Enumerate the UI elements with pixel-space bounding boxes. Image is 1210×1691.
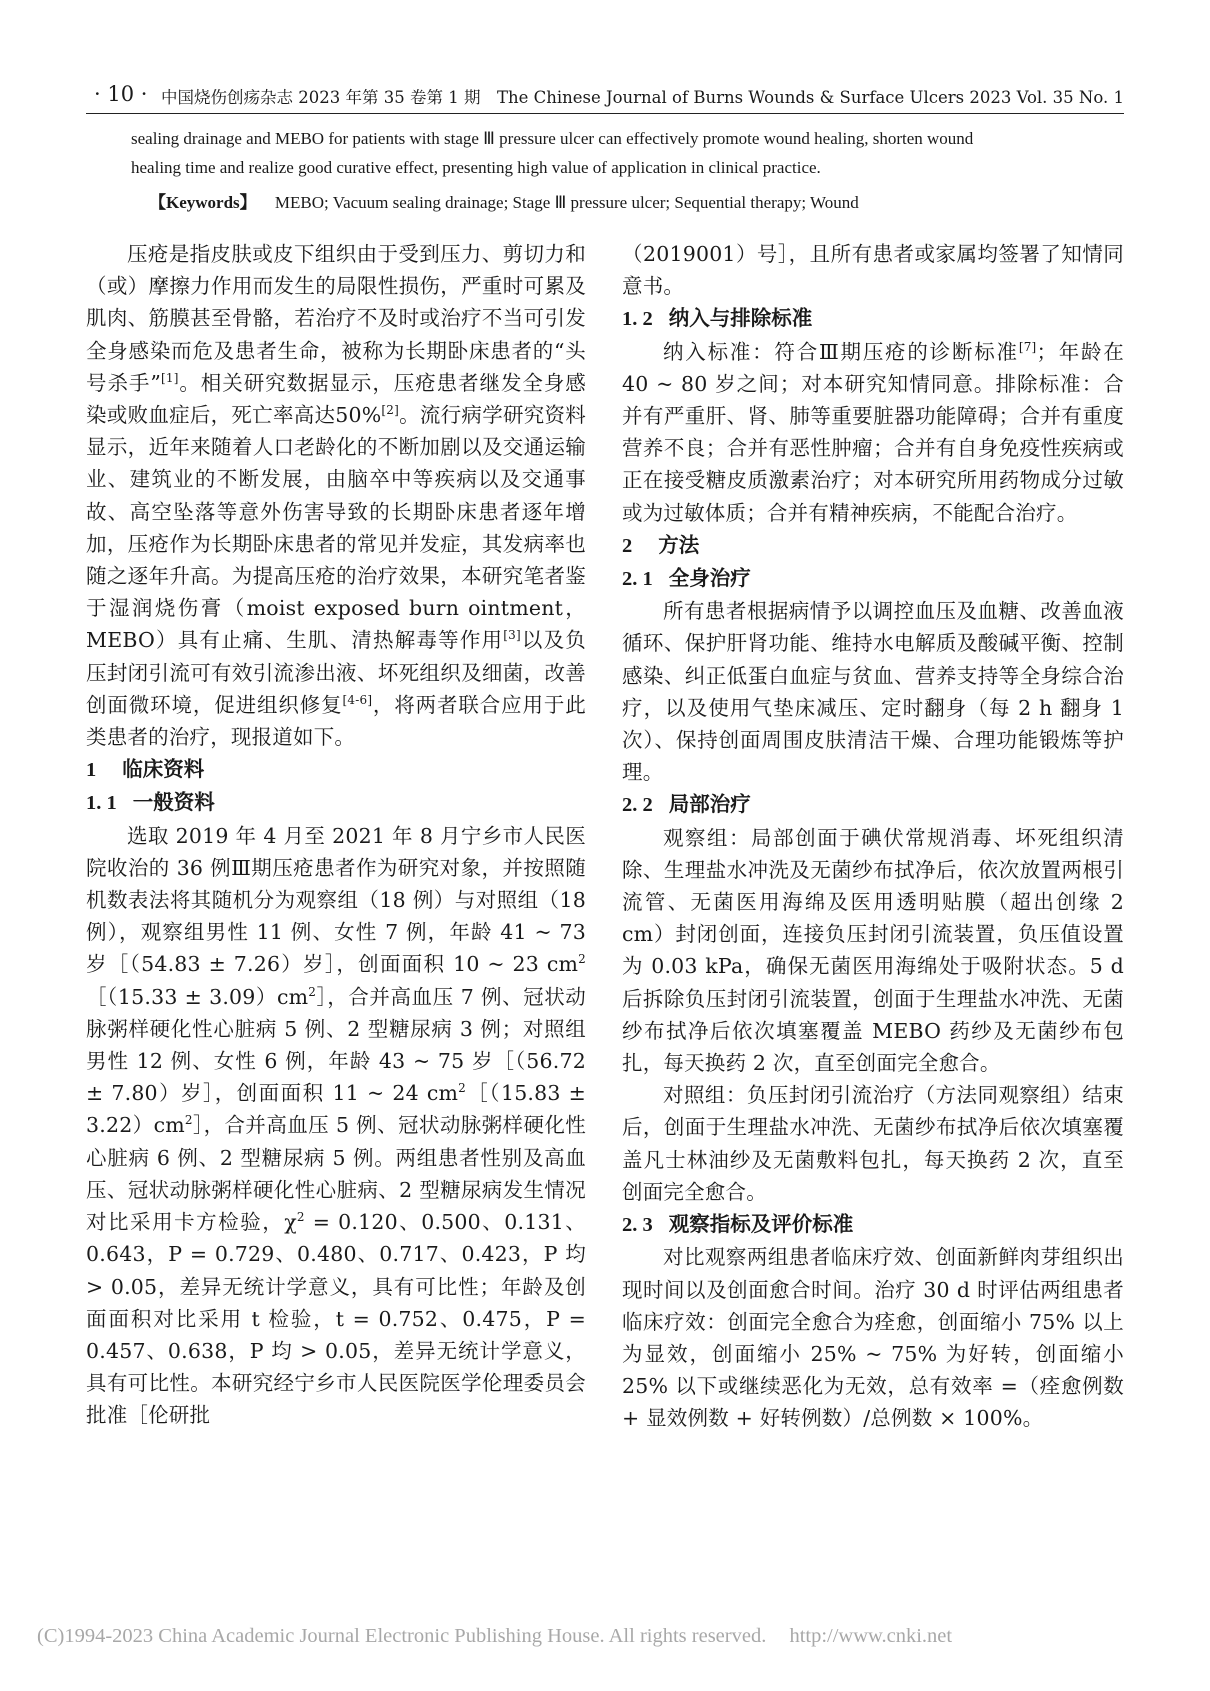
evaluation-criteria-paragraph: 对比观察两组患者临床疗效、创面新鲜肉芽组织出现时间以及创面愈合时间。治疗 30 d 时评估两组患者临床疗效：创面完全愈合为痊愈，创面缩小 75% 以上为显效，创面缩小 25% ~ 75% 为好转，创面缩小 25% 以下或继续恶化为无效，总有效率 =（痊愈例数 + 显效例数 + 好转例数）/总例数 × 100%。 bbox=[622, 1245, 1124, 1431]
subsection-heading: 2. 1 全身治疗 bbox=[622, 566, 751, 591]
subsection-heading: 1. 2 纳入与排除标准 bbox=[622, 306, 813, 331]
keywords-label: 【Keywords】 bbox=[149, 193, 257, 212]
section-heading: 1 临床资料 bbox=[86, 757, 205, 782]
abstract-line: healing time and realize good curative effect, presenting high value of application in clinical practice. bbox=[131, 158, 821, 177]
cnki-url[interactable]: http://www.cnki.net bbox=[789, 1625, 953, 1647]
keywords-text: MEBO; Vacuum sealing drainage; Stage Ⅲ pressure ulcer; Sequential therapy; Wound bbox=[274, 193, 859, 212]
copyright-footer bbox=[37, 1625, 952, 1648]
header-rule bbox=[86, 113, 1124, 114]
criteria-paragraph: 纳入标准：符合Ⅲ期压疮的诊断标准[7]；年龄在 40 ~ 80 岁之间；对本研究知情同意。排除标准：合并有严重肝、肾、肺等重要脏器功能障碍；合并有重度营养不良；合并有恶性肿瘤；合并有自身免疫性疾病或正在接受糖皮质激素治疗；对本研究所用药物成分过敏或为过敏体质；合并有精神疾病，不能配合治疗。 bbox=[622, 339, 1124, 525]
citation: [7] bbox=[1018, 339, 1037, 354]
control-group-paragraph: 对照组：负压封闭引流治疗（方法同观察组）结束后，创面于生理盐水冲洗、无菌纱布拭净后依次填塞覆盖凡士林油纱及无菌敷料包扎，每天换药 2 次，直至创面完全愈合。 bbox=[622, 1083, 1124, 1204]
paragraph-continuation: （2019001）号］，且所有患者或家属均签署了知情同意书。 bbox=[622, 242, 1124, 299]
abstract-line: sealing drainage and MEBO for patients with stage Ⅲ pressure ulcer can effectively promote wound healing, shorten wound bbox=[131, 129, 974, 148]
subsection-heading: 2. 3 观察指标及评价标准 bbox=[622, 1212, 854, 1237]
subsection-heading: 2. 2 局部治疗 bbox=[622, 792, 751, 817]
observation-group-paragraph: 观察组：局部创面于碘伏常规消毒、坏死组织清除、生理盐水冲洗及无菌纱布拭净后，依次放置两根引流管、无菌医用海绵及医用透明贴膜（超出创缘 2 cm）封闭创面，连接负压封闭引流装置，负压值设置为 0.03 kPa，确保无菌医用海绵处于吸附状态。5 d 后拆除负压封闭引流装置，创面于生理盐水冲洗、无菌纱布拭净后依次填塞覆盖 MEBO 药纱及无菌纱布包扎，每天换药 2 次，直至创面完全愈合。 bbox=[622, 825, 1124, 1076]
systemic-treatment-paragraph: 所有患者根据病情予以调控血压及血糖、改善血液循环、保护肝肾功能、维持水电解质及酸碱平衡、控制感染、纠正低蛋白血症与贫血、营养支持等全身综合治疗，以及使用气垫床减压、定时翻身（每 2 h 翻身 1 次）、保持创面周围皮肤清洁干燥、合理功能锻炼等护理。 bbox=[622, 599, 1124, 785]
keywords-line bbox=[149, 188, 859, 213]
citation: [4-6] bbox=[342, 693, 373, 708]
section-heading: 2 方法 bbox=[622, 532, 700, 557]
journal-citation: 中国烧伤创疡杂志 2023 年第 35 卷第 1 期 The Chinese Journal of Burns Wounds & Surface Ulcers 2023 Vol. 35 No. 1 bbox=[161, 88, 1124, 107]
intro-paragraph: 压疮是指皮肤或皮下组织由于受到压力、剪切力和（或）摩擦力作用而发生的局限性损伤，严重时可累及肌肉、筋膜甚至骨骼，若治疗不及时或治疗不当可引发全身感染而危及患者生命，被称为长期卧床患者的“头号杀手”[1]。相关研究数据显示，压疮患者继发全身感染或败血症后，死亡率高达50%[2]。流行病学研究资料显示，近年来随着人口老龄化的不断加剧以及交通运输业、建筑业的不断发展，由脑卒中等疾病以及交通事故、高空坠落等意外伤害导致的长期卧床患者逐年增加，压疮作为长期卧床患者的常见并发症，其发病率也随之逐年升高。为提高压疮的治疗效果，本研究笔者鉴于湿润烧伤膏（moist exposed burn ointment，MEBO）具有止痛、生肌、清热解毒等作用[3]以及负压封闭引流可有效引流渗出液、坏死组织及细菌，改善创面微环境，促进组织修复[4-6]，将两者联合应用于此类患者的治疗，现报道如下。 bbox=[86, 242, 586, 750]
left-column bbox=[86, 238, 586, 1432]
citation: [1] bbox=[161, 370, 179, 385]
page-number: · 10 · bbox=[94, 82, 148, 106]
right-column bbox=[622, 238, 1124, 1435]
citation: [2] bbox=[381, 403, 400, 418]
subsection-heading: 1. 1 一般资料 bbox=[86, 790, 215, 815]
running-header bbox=[86, 76, 1124, 112]
copyright-text: (C)1994-2023 China Academic Journal Electronic Publishing House. All rights reserved. bbox=[37, 1625, 767, 1647]
general-data-paragraph: 选取 2019 年 4 月至 2021 年 8 月宁乡市人民医院收治的 36 例Ⅲ期压疮患者作为研究对象，并按照随机数表法将其随机分为观察组（18 例）与对照组（18 例），观察组男性 11 例、女性 7 例，年龄 41 ~ 73 岁［（54.83 ± 7.26）岁］，创面面积 10 ~ 23 $cm^2[(15.33$ ± $3.09)cm^2]$，合并高血压 7 例、冠状动脉粥样硬化性心脏病 5 例、2 型糖尿病 3 例；对照组男性 12 例、女性 6 例，年龄 43 ~ 75 岁［（56.72 ± 7.80）岁］，创面面积 11 ~ 24 $cm^2[(15.83$ ± $3.22)cm^2]$，合并高血压 5 例、冠状动脉粥样硬化性心脏病 6 例、2 型糖尿病 5 例。两组患者性别及高血压、冠状动脉粥样硬化性心脏病、2 型糖尿病发生情况对比采用卡方检验，$\chi^2 = 0.120$、0.500、0.131、0.643，P = 0.729、0.480、0.717、0.423，P 均 > 0.05，差异无统计学意义，具有可比性；年龄及创面面积对比采用 t 检验，t = 0.752、0.475，P = 0.457、0.638，P 均 > 0.05，差异无统计学意义，具有可比性。本研究经宁乡市人民医院医学伦理委员会批准［伦研批 bbox=[86, 823, 586, 1428]
citation: [3] bbox=[503, 628, 521, 643]
